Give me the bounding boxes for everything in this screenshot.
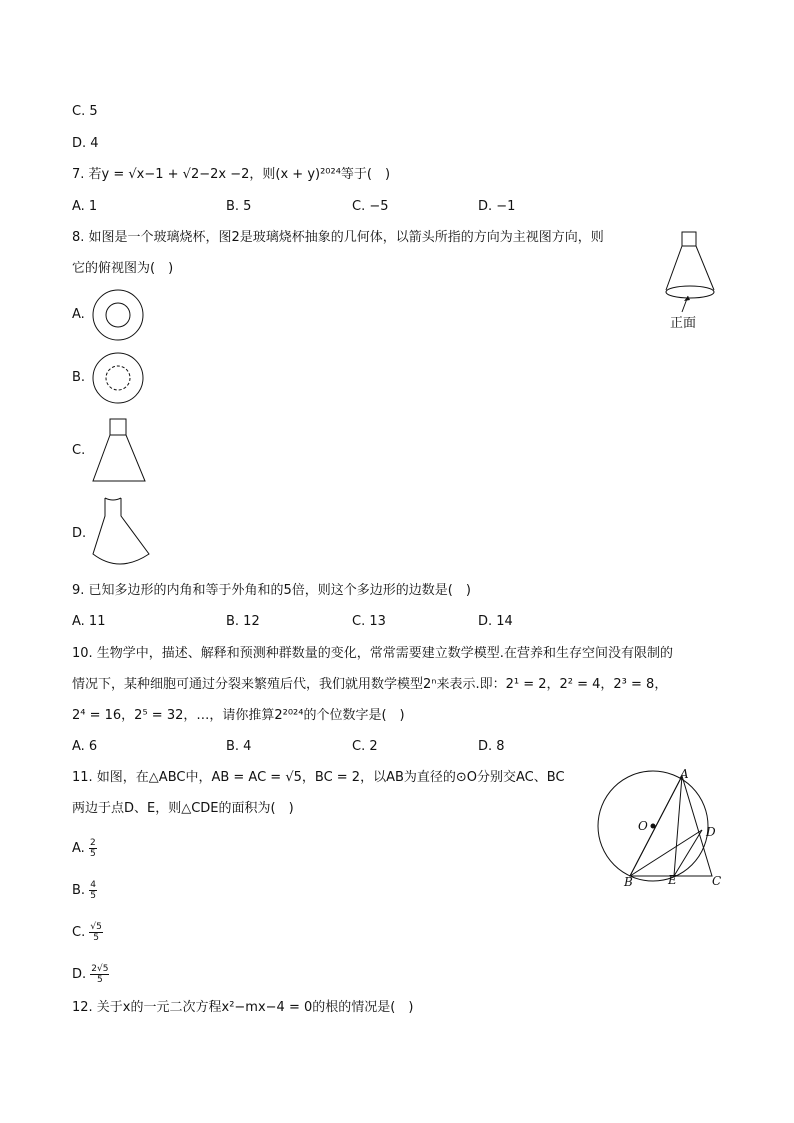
q7-stem: 7. 若y = √x−1 + √2−2x −2，则(x + y)²⁰²⁴等于( )	[72, 167, 391, 182]
fig-label-c: C	[712, 874, 722, 888]
option-c-trapezoid-beaker	[91, 417, 151, 485]
beaker-figure	[660, 230, 730, 310]
fraction: $\frac{4}{5}$	[90, 880, 96, 901]
q9-option-d: D. 14	[478, 614, 513, 629]
q8-stem-line2: 它的俯视图为( )	[72, 261, 174, 276]
fig-label-a: A	[680, 767, 689, 781]
q8-option-d: D.	[72, 526, 87, 541]
q6-option-d: D. 4	[72, 136, 99, 151]
q11-option-b: B. $\frac{4}{5}$	[72, 880, 96, 901]
fraction: $\frac{√5}{5}$	[90, 922, 102, 943]
q10-option-a: A. 6	[72, 739, 98, 754]
q11-option-c: C. $\frac{√5}{5}$	[72, 922, 102, 943]
q7-option-b: B. 5	[226, 199, 252, 214]
q10-option-c: C. 2	[352, 739, 378, 754]
q9-stem: 9. 已知多边形的内角和等于外角和的5倍，则这个多边形的边数是( )	[72, 583, 471, 598]
fig-label-e: E	[668, 873, 677, 887]
q7-option-d: D. −1	[478, 199, 516, 214]
q10-stem-line1: 10. 生物学中，描述、解释和预测种群数量的变化，常常需要建立数学模型.在营养和生存空间没有限制的	[72, 646, 673, 661]
q11-option-a: A. $\frac{2}{5}$	[72, 838, 96, 859]
q8-option-a: A.	[72, 307, 85, 322]
q11-option-d: D. $\frac{2√5}{5}$	[72, 964, 109, 985]
q11-stem-line1: 11. 如图，在△ABC中，AB = AC = √5，BC = 2，以AB为直径的⊙O分别交AC、BC	[72, 770, 565, 785]
q7-option-a: A. 1	[72, 199, 98, 214]
q11-stem-line2: 两边于点D、E，则△CDE的面积为( )	[72, 801, 294, 816]
q10-stem-line3: 2⁴ = 16，2⁵ = 32，…，请你推算2²⁰²⁴的个位数字是( )	[72, 708, 405, 723]
fig-label-d: D	[706, 825, 716, 839]
fig-label-o: O	[638, 819, 648, 833]
q9-option-b: B. 12	[226, 614, 260, 629]
q10-stem-line2: 情况下，某种细胞可通过分裂来繁殖后代，我们就用数学模型2ⁿ来表示.即：2¹ = 2，2² = 4，2³ = 8，	[72, 677, 668, 692]
q9-option-c: C. 13	[352, 614, 386, 629]
q8-option-c: C.	[72, 443, 86, 458]
option-b-dashed-inner-circle	[91, 351, 147, 407]
q10-option-b: B. 4	[226, 739, 252, 754]
q6-option-c: C. 5	[72, 104, 98, 119]
fraction: $\frac{2}{5}$	[89, 838, 96, 859]
q7-option-c: C. −5	[352, 199, 389, 214]
fig-label-b: B	[624, 875, 633, 889]
option-d-curved-beaker	[91, 494, 155, 568]
q10-option-d: D. 8	[478, 739, 505, 754]
q9-option-a: A. 11	[72, 614, 106, 629]
q12-stem: 12. 关于x的一元二次方程x²−mx−4 = 0的根的情况是( )	[72, 1000, 414, 1015]
q8-option-b: B.	[72, 370, 86, 385]
fraction: $\frac{2√5}{5}$	[91, 964, 109, 985]
beaker-front-label: 正面	[670, 316, 697, 331]
option-a-concentric-circles	[91, 288, 147, 344]
q8-stem-line1: 8. 如图是一个玻璃烧杯，图2是玻璃烧杯抽象的几何体，以箭头所指的方向为主视图方向，则	[72, 230, 604, 245]
